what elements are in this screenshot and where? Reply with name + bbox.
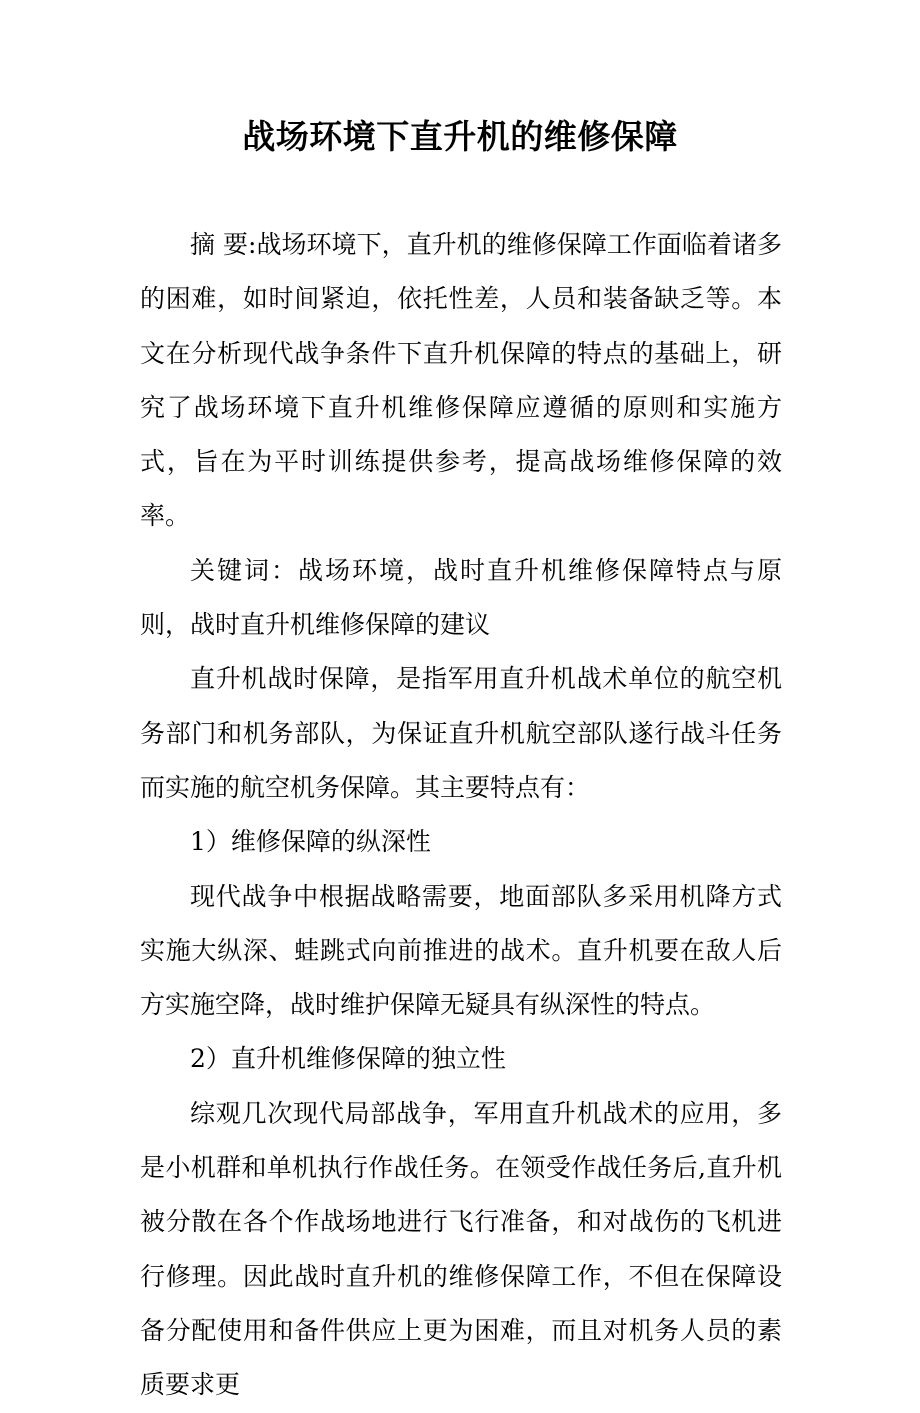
keywords-paragraph: 关键词：战场环境，战时直升机维修保障特点与原则，战时直升机维修保障的建议 [140,555,782,640]
abstract-paragraph: 摘 要:战场环境下，直升机的维修保障工作面临着诸多的困难，如时间紧迫，依托性差，人员和装备缺乏等。本文在分析现代战争条件下直升机保障的特点的基础上，研究了战场环境下直升机维修保障应遵循的原则和实施方式，旨在为平时训练提供参考，提高战场维修保障的效率。 [140,230,782,531]
document-body [140,218,782,1413]
section-heading-depth: 1）维修保障的纵深性 [190,827,431,857]
document-title: 战场环境下直升机的维修保障 [242,117,678,156]
intro-paragraph: 直升机战时保障，是指军用直升机战术单位的航空机务部门和机务部队，为保证直升机航空部队遂行战斗任务而实施的航空机务保障。其主要特点有： [140,664,782,802]
independence-paragraph: 综观几次现代局部战争，军用直升机战术的应用，多是小机群和单机执行作战任务。在领受作战任务后,直升机被分散在各个作战场地进行飞行准备，和对战伤的飞机进行修理。因此战时直升机的维修保障工作，不但在保障设备分配使用和备件供应上更为困难，而且对机务人员的素质要求更 [140,1098,782,1400]
depth-paragraph: 现代战争中根据战略需要，地面部队多采用机降方式实施大纵深、蛙跳式向前推进的战术。直升机要在敌人后方实施空降，战时维护保障无疑具有纵深性的特点。 [140,881,782,1020]
section-heading-independence: 2）直升机维修保障的独立性 [190,1044,506,1074]
